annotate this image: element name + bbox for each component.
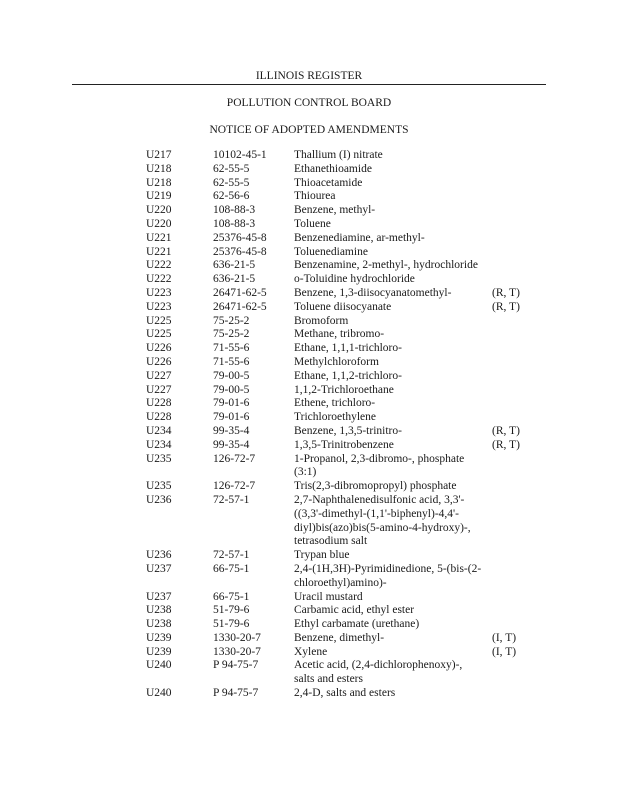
substance-name: Thiourea [294, 190, 336, 203]
waste-code: U227 [146, 369, 172, 382]
waste-code: U235 [146, 452, 172, 465]
table-row [0, 149, 619, 163]
substance-name: Trypan blue [294, 549, 350, 562]
waste-code: U217 [146, 149, 172, 161]
waste-code: U221 [146, 245, 172, 258]
substance-name: Benzene, 1,3,5-trinitro- [294, 424, 402, 437]
substance-name: Ethyl carbamate (urethane) [294, 618, 420, 631]
cas-number: 79-01-6 [213, 411, 250, 424]
table-row [0, 273, 619, 287]
cas-number: 71-55-6 [213, 355, 250, 368]
waste-code: U236 [146, 493, 172, 506]
substance-name: Benzene, 1,3-diisocyanatomethyl- [294, 286, 452, 299]
waste-code: U240 [146, 687, 172, 700]
substance-name: Xylene [294, 645, 328, 658]
cas-number: 636-21-5 [213, 273, 256, 286]
waste-code: U238 [146, 604, 172, 617]
waste-code: U240 [146, 659, 172, 672]
substance-name: Methylchloroform [294, 355, 379, 368]
waste-code-table [0, 149, 619, 701]
hazard-code: (R, T) [492, 286, 520, 299]
substance-name: Toluene diisocyanate [294, 300, 392, 313]
table-row [0, 687, 619, 701]
waste-code: U218 [146, 162, 172, 175]
table-row [0, 328, 619, 342]
substance-name: 2,4-D, salts and esters [294, 687, 396, 700]
hazard-code: (R, T) [492, 300, 520, 313]
cas-number: 26471-62-5 [213, 286, 267, 299]
table-row [0, 591, 619, 605]
waste-code: U234 [146, 438, 172, 451]
cas-number: 79-00-5 [213, 369, 250, 382]
cas-number: 72-57-1 [213, 549, 250, 562]
cas-number: 126-72-7 [213, 452, 256, 465]
substance-name: Bromoform [294, 314, 349, 327]
substance-name: 2,4-(1H,3H)-Pyrimidinedione, 5-(bis-(2-chloroethyl)amino)- [294, 562, 482, 589]
cas-number: 25376-45-8 [213, 245, 267, 258]
waste-code: U220 [146, 204, 172, 217]
substance-name: Ethene, trichloro- [294, 397, 376, 410]
waste-code: U221 [146, 231, 172, 244]
substance-name: Toluenediamine [294, 245, 368, 258]
cas-number: 1330-20-7 [213, 645, 261, 658]
substance-name: Uracil mustard [294, 590, 363, 603]
board-heading: POLLUTION CONTROL BOARD [226, 97, 392, 109]
table-row [0, 659, 619, 687]
substance-name: 1,1,2-Trichloroethane [294, 383, 394, 396]
table-row [0, 218, 619, 232]
table-row [0, 342, 619, 356]
notice-heading: NOTICE OF ADOPTED AMENDMENTS [209, 124, 409, 136]
running-head: ILLINOIS REGISTER [72, 70, 546, 85]
cas-number: P 94-75-7 [213, 687, 259, 700]
cas-number: 10102-45-1 [213, 149, 267, 161]
substance-name: Toluene [294, 217, 331, 230]
cas-number: 71-55-6 [213, 342, 250, 355]
waste-code: U228 [146, 411, 172, 424]
substance-name: Acetic acid, (2,4-dichlorophenoxy)-, salts and esters [294, 659, 463, 686]
substance-name: 1-Propanol, 2,3-dibromo-, phosphate (3:1) [294, 452, 465, 479]
waste-code: U222 [146, 259, 172, 272]
table-row [0, 549, 619, 563]
table-row [0, 618, 619, 632]
table-row [0, 384, 619, 398]
waste-code: U226 [146, 355, 172, 368]
cas-number: 99-35-4 [213, 438, 250, 451]
table-row [0, 453, 619, 481]
cas-number: 25376-45-8 [213, 231, 267, 244]
cas-number: P 94-75-7 [213, 659, 259, 672]
table-row [0, 646, 619, 660]
table-row [0, 301, 619, 315]
cas-number: 636-21-5 [213, 259, 256, 272]
waste-code: U236 [146, 549, 172, 562]
substance-name: o-Toluidine hydrochloride [294, 273, 415, 286]
substance-name: Benzene, methyl- [294, 204, 376, 217]
waste-code: U227 [146, 383, 172, 396]
table-row [0, 480, 619, 494]
substance-name: Carbamic acid, ethyl ester [294, 604, 415, 617]
table-row [0, 425, 619, 439]
cas-number: 72-57-1 [213, 493, 250, 506]
table-row [0, 563, 619, 591]
waste-code: U237 [146, 590, 172, 603]
substance-name: 2,7-Naphthalenedisulfonic acid, 3,3'-((3,3'-dimethyl-(1,1'-biphenyl)-4,4'-diyl)bis(azo)bis(5-amino-4-hydroxy)-, tetrasodium salt [294, 493, 471, 548]
substance-name: Tris(2,3-dibromopropyl) phosphate [294, 480, 457, 493]
table-row [0, 397, 619, 411]
substance-name: Thallium (I) nitrate [294, 149, 383, 161]
cas-number: 51-79-6 [213, 604, 250, 617]
substance-name: Benzenamine, 2-methyl-, hydrochloride [294, 259, 478, 272]
waste-code: U239 [146, 631, 172, 644]
waste-code: U220 [146, 217, 172, 230]
cas-number: 1330-20-7 [213, 631, 261, 644]
table-row [0, 494, 619, 549]
cas-number: 79-01-6 [213, 397, 250, 410]
table-row [0, 632, 619, 646]
table-row [0, 315, 619, 329]
cas-number: 79-00-5 [213, 383, 250, 396]
cas-number: 62-56-6 [213, 190, 250, 203]
hazard-code: (I, T) [492, 645, 517, 658]
table-row [0, 439, 619, 453]
substance-name: Thioacetamide [294, 176, 363, 189]
substance-name: Trichloroethylene [294, 411, 376, 424]
waste-code: U225 [146, 314, 172, 327]
cas-number: 66-75-1 [213, 590, 250, 603]
cas-number: 26471-62-5 [213, 300, 267, 313]
waste-code: U228 [146, 397, 172, 410]
hazard-code: (R, T) [492, 438, 520, 451]
cas-number: 62-55-5 [213, 162, 250, 175]
cas-number: 75-25-2 [213, 314, 250, 327]
waste-code: U219 [146, 190, 172, 203]
waste-code: U218 [146, 176, 172, 189]
hazard-code: (R, T) [492, 424, 520, 437]
waste-code: U234 [146, 424, 172, 437]
table-row [0, 411, 619, 425]
waste-code: U223 [146, 300, 172, 313]
cas-number: 51-79-6 [213, 618, 250, 631]
table-row [0, 356, 619, 370]
substance-name: Ethanethioamide [294, 162, 372, 175]
waste-code: U222 [146, 273, 172, 286]
table-row [0, 163, 619, 177]
cas-number: 75-25-2 [213, 328, 250, 341]
waste-code: U239 [146, 645, 172, 658]
table-row [0, 232, 619, 246]
waste-code: U235 [146, 480, 172, 493]
substance-name: Ethane, 1,1,2-trichloro- [294, 369, 402, 382]
waste-code: U238 [146, 618, 172, 631]
substance-name: Benzene, dimethyl- [294, 631, 385, 644]
hazard-code: (I, T) [492, 631, 517, 644]
table-row [0, 287, 619, 301]
substance-name: Benzenediamine, ar-methyl- [294, 231, 425, 244]
waste-code: U226 [146, 342, 172, 355]
waste-code: U237 [146, 562, 172, 575]
cas-number: 126-72-7 [213, 480, 256, 493]
cas-number: 99-35-4 [213, 424, 250, 437]
table-row [0, 259, 619, 273]
table-row [0, 177, 619, 191]
table-row [0, 370, 619, 384]
cas-number: 62-55-5 [213, 176, 250, 189]
cas-number: 108-88-3 [213, 204, 256, 217]
table-row [0, 604, 619, 618]
waste-code: U223 [146, 286, 172, 299]
substance-name: Methane, tribromo- [294, 328, 385, 341]
substance-name: 1,3,5-Trinitrobenzene [294, 438, 394, 451]
substance-name: Ethane, 1,1,1-trichloro- [294, 342, 402, 355]
table-row [0, 246, 619, 260]
cas-number: 108-88-3 [213, 217, 256, 230]
waste-code: U225 [146, 328, 172, 341]
table-row [0, 204, 619, 218]
cas-number: 66-75-1 [213, 562, 250, 575]
table-row [0, 190, 619, 204]
